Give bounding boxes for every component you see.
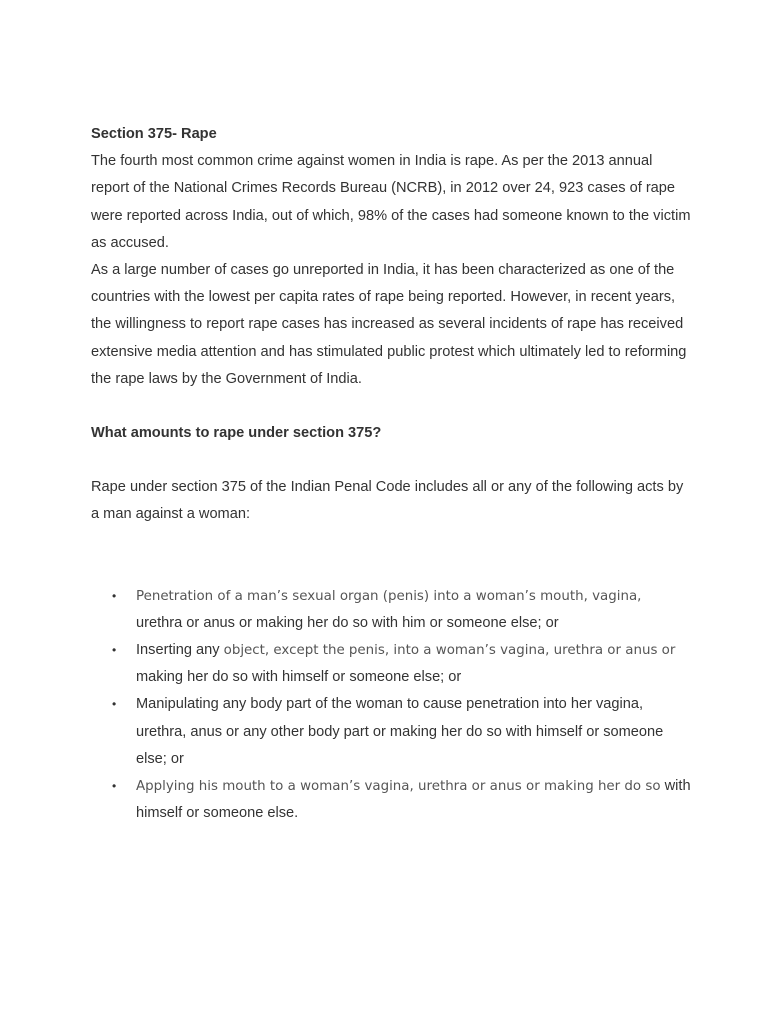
- list-item: [91, 773, 691, 827]
- document-content: [91, 121, 691, 827]
- spacer: [91, 393, 691, 420]
- act-text: urethra or anus or making her do so with him or someone else; or: [136, 614, 559, 631]
- spacer: [91, 447, 691, 474]
- act-text: Applying his mouth to a woman’s vagina, urethra or anus or making her do so: [136, 779, 661, 795]
- act-text: Inserting any: [136, 642, 224, 659]
- intro-paragraph-2: As a large number of cases go unreported in India, it has been characterized as one of the countries with the lowest per capita rates of rape being reported. However, in recent years, the willingness to report rape cases has increased as several incidents of rape has received extensive media attention and has stimulated public protest which ultimately led to reforming the rape laws by the Government of India.: [91, 262, 687, 387]
- act-text: with himself or someone else.: [136, 778, 691, 822]
- act-text: object, except the penis, into a woman’s vagina, urethra or anus or: [223, 643, 676, 659]
- acts-list: [91, 583, 691, 828]
- subheading: What amounts to rape under section 375?: [91, 425, 382, 442]
- section-title: Section 375- Rape: [91, 126, 217, 142]
- bullet-icon: •: [112, 697, 117, 712]
- act-text: making her do so with himself or someone else; or: [136, 669, 462, 686]
- spacer: [91, 529, 691, 583]
- act-text: Penetration of a man’s sexual organ (penis) into a woman’s mouth, vagina,: [136, 588, 642, 604]
- list-item: [91, 691, 691, 773]
- list-item: [91, 637, 691, 691]
- bullet-icon: •: [112, 643, 117, 658]
- list-item: [91, 583, 691, 637]
- act-text: Manipulating any body part of the woman to cause penetration into her vagina, urethra, anus or any other body part or making her do so with himself or someone else; or: [136, 696, 664, 767]
- intro-paragraph-1: The fourth most common crime against women in India is rape. As per the 2013 annual report of the National Crimes Records Bureau (NCRB), in 2012 over 24, 923 cases of rape were reported across India, out of which, 98% of the cases had someone known to the victim as accused.: [91, 153, 691, 251]
- bullet-icon: •: [112, 588, 117, 603]
- definition-paragraph: Rape under section 375 of the Indian Penal Code includes all or any of the following acts by a man against a woman:: [91, 479, 684, 523]
- bullet-icon: •: [112, 779, 117, 794]
